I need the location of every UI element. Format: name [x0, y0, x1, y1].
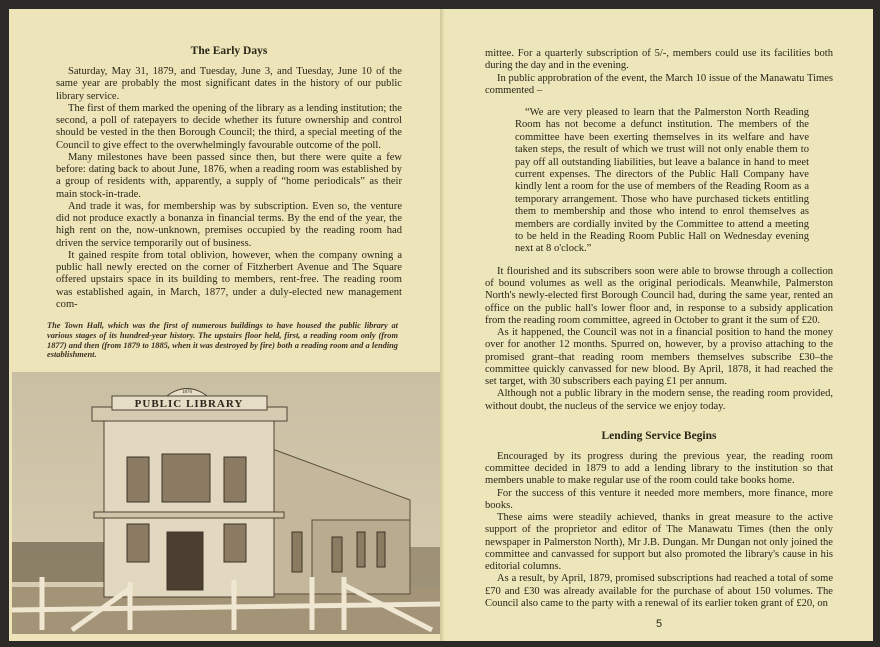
photo-caption: The Town Hall, which was the first of numerous buildings to have housed the public library at various stages of its hundred-year history. The upstairs floor held, first, a reading room only (from 1877) and then (from 1879 to 1885, when it was destroyed by fire) both a reading room and a lending establishment.: [47, 321, 398, 360]
trees: [12, 542, 112, 582]
paragraph: It gained respite from total oblivion, however, when the company owning a public hall newly erected on the corner of Fitzherbert Avenue and The Square offered upstairs space in its building to members, rent-free. The reading room was established again, in March, 1877, under a duly-elected new management com-: [56, 249, 402, 310]
left-column: [12, 44, 440, 634]
left-body-text: [56, 66, 402, 311]
right-column: [485, 48, 833, 631]
paragraph: It flourished and its subscribers soon were able to browse through a collection of bound volumes as well as the original periodicals. Meanwhile, Palmerston North's newly-elected first Borough Council had, during the same year, rented an office on the public hall's lower floor and, in response to a subsidy application from the reading room committee, agreed in October to grant it the sum of £20.: [485, 265, 833, 326]
paragraph: Encouraged by its progress during the previous year, the reading room committee decided in 1879 to add a lending library to the institution so that members unable to make regular use of the room could take books home.: [485, 450, 833, 487]
lending-section-text: [485, 451, 833, 610]
paragraph: mittee. For a quarterly subscription of 5/-, members could use its facilities both during the day and in the evening.: [485, 48, 833, 72]
page-number: 5: [655, 618, 663, 631]
sign-year: 1876: [182, 390, 192, 396]
paragraph: These aims were steadily achieved, thanks in great measure to the active support of the proprietor and editor of The Manawatu Times (then the only newspaper in Palmerston North), Mr J.B. Dungan. Mr Dungan not only joined the committee and canvassed for support but also promoted the library's cause in his editorial columns.: [485, 512, 833, 573]
book-gutter: [440, 9, 444, 641]
paragraph: As it happened, the Council was not in a financial position to hand the money over for another 12 months. Spurred on, however, by a proviso attaching to the promised grant–that reading room members themselves subscribe £30–the committee quickly canvassed for new blood. By April, 1878, it had reached the set target, with 30 subscribers each paying £1 per annum.: [485, 327, 833, 388]
section-heading-early-days: The Early Days: [190, 45, 268, 57]
paragraph: The first of them marked the opening of the library as a lending institution; the second, a poll of ratepayers to decide whether its future ownership and control should be vested in the then Borough Council; the third, a special meeting of the Council to give effect to the overwhelmingly favourable outcome of the poll.: [56, 102, 402, 151]
paragraph: In public approbration of the event, the March 10 issue of the Manawatu Times commented –: [485, 72, 833, 96]
section-heading-lending-service: Lending Service Begins: [601, 429, 717, 442]
paragraph: Saturday, May 31, 1879, and Tuesday, June 3, and Tuesday, June 10 of the same year are probably the most significant dates in the history of our public library service.: [56, 66, 402, 102]
paragraph: Although not a public library in the modern sense, the reading room provided, without doubt, the nucleus of the service we enjoy today.: [485, 388, 833, 412]
right-intro-text: [485, 48, 833, 97]
newspaper-quote: [515, 107, 809, 256]
paragraph: For the success of this venture it needed more members, more finance, more books.: [485, 487, 833, 511]
right-body-text: [485, 266, 833, 413]
paragraph: Many milestones have been passed since then, but there were quite a few before: dating back to about June, 1876, when a reading room was established by a group of residents with, apparently, a supply of “home periodicals” as their main stock-in-trade.: [56, 151, 402, 200]
paragraph: And trade it was, for membership was by subscription. Even so, the venture did not produce exactly a bonanza in financial terms. By the end of the year, the high rent on the, now-unknown, premises occupied by the reading room had driven the service temporarily out of business.: [56, 200, 402, 249]
quote-text: “We are very pleased to learn that the Palmerston North Reading Room has not become a defunct institution. The members of the committee have been exerting themselves in its welfare and have taken steps, the result of which we trust will not only enable them to pay off all outstanding liabilities, but leave a balance in hand to meet current expenses. The directors of the Public Hall Company have kindly lent a room for the use of members of the Reading Room as a temporary arrangement. Those who have purchased tickets entitling them to membership and those who intend to enrol themselves as members are cordially invited by the Committee to attend a meeting to be held in the Reading Room Public Hall on Wednesday evening next at 8 o'clock.”: [515, 107, 809, 255]
paragraph: As a result, by April, 1879, promised subscriptions had reached a total of some £70 and £30 was already available for the purchase of about 150 volumes. The Council also came to the party with a renewal of its earlier token grant of £20, on: [485, 573, 833, 609]
town-hall-photo: [12, 372, 440, 634]
sign-public-library: PUBLIC LIBRARY: [134, 398, 244, 411]
